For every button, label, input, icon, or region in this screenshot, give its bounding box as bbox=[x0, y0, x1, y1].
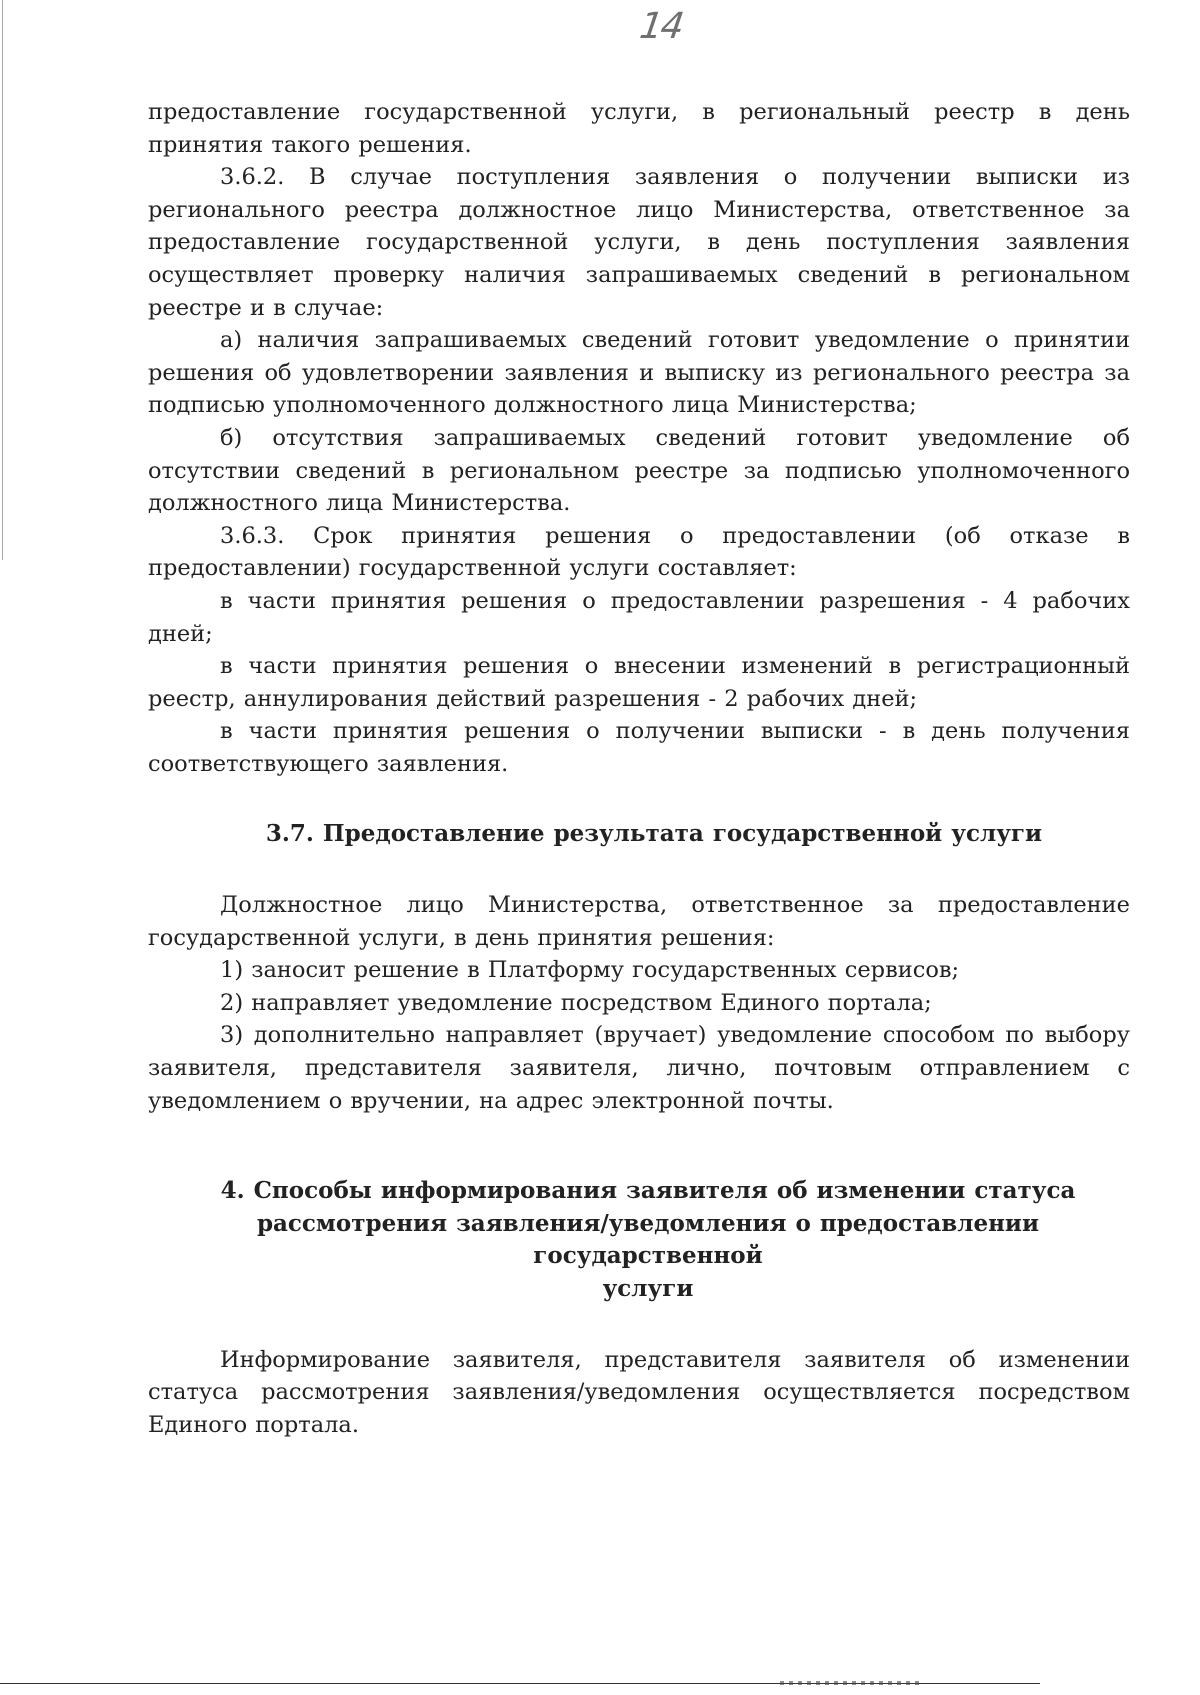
section-4-heading-line: услуги bbox=[602, 1275, 694, 1302]
section-4-heading bbox=[148, 1175, 1130, 1305]
paragraph-3-7-item-1: 1) заносит решение в Платформу государственных сервисов; bbox=[220, 957, 960, 984]
section-3-7-heading: 3.7. Предоставление результата государственной услуги bbox=[265, 820, 1043, 848]
paragraph-3-6-2: 3.6.2. В случае поступления заявления о получении выписки из регионального реестра должностное лицо Министерства, ответственное за предоставление государственной услуги, в день поступления заявления осуществляет проверку наличия запрашиваемых сведений в региональном реестре и в случае: bbox=[148, 164, 1130, 321]
section-4-heading-line: рассмотрения заявления/уведомления о предоставлении государственной bbox=[256, 1209, 1040, 1270]
paragraph-3-6-3-term-extract: в части принятия решения о получении выписки - в день получения соответствующего заявления. bbox=[148, 718, 1130, 777]
scan-edge-line bbox=[2, 0, 3, 560]
paragraph-3-6-2-a: а) наличия запрашиваемых сведений готовит уведомление о принятии решения об удовлетворении заявления и выписку из регионального реестра за подписью уполномоченного должностного лица Министерства; bbox=[148, 327, 1130, 419]
document-body bbox=[148, 96, 1130, 1441]
paragraph-4-body: Информирование заявителя, представителя заявителя об изменении статуса рассмотрения заявления/уведомления осуществляется посредством Единого портала. bbox=[148, 1346, 1130, 1438]
page-number: 14 bbox=[637, 6, 685, 47]
paragraph-3-7-intro: Должностное лицо Министерства, ответственное за предоставление государственной услуги, в день принятия решения: bbox=[148, 892, 1130, 951]
paragraph-continuation: предоставление государственной услуги, в региональный реестр в день принятия такого решения. bbox=[148, 99, 1130, 158]
paragraph-3-6-3: 3.6.3. Срок принятия решения о предоставлении (об отказе в предоставлении) государственной услуги составляет: bbox=[148, 522, 1130, 582]
paragraph-3-7-item-3: 3) дополнительно направляет (вручает) уведомление способом по выбору заявителя, представителя заявителя, лично, почтовым отправлением с уведомлением о вручении, на адрес электронной почты. bbox=[148, 1022, 1130, 1114]
section-4-heading-line: 4. Способы информирования заявителя об изменении статуса bbox=[220, 1177, 1076, 1205]
paragraph-3-6-3-term-changes: в части принятия решения о внесении изменений в регистрационный реестр, аннулирования действий разрешения - 2 рабочих дней; bbox=[148, 653, 1130, 712]
paragraph-3-6-3-term-permit: в части принятия решения о предоставлении разрешения - 4 рабочих дней; bbox=[148, 587, 1130, 647]
paragraph-3-6-2-b: б) отсутствия запрашиваемых сведений готовит уведомление об отсутствии сведений в региональном реестре за подписью уполномоченного должностного лица Министерства. bbox=[148, 424, 1130, 517]
scan-bottom-specks bbox=[780, 1681, 920, 1685]
paragraph-3-7-item-2: 2) направляет уведомление посредством Единого портала; bbox=[220, 989, 932, 1016]
